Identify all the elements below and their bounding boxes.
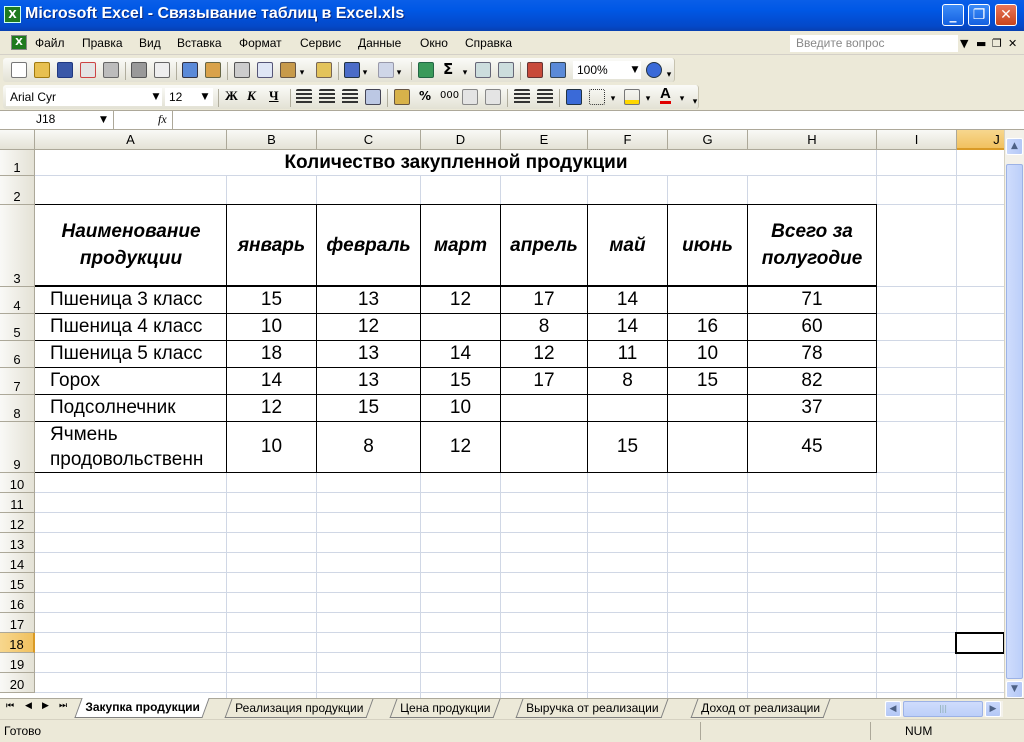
font-size-dropdown-icon[interactable]: ▼ <box>201 92 209 102</box>
name-box-dropdown-icon[interactable]: ▼ <box>100 115 107 125</box>
header-product[interactable]: Наименование продукции <box>61 221 201 269</box>
workbook-minimize-button[interactable]: ▬ <box>976 37 987 50</box>
menu-tools[interactable]: Сервис <box>300 36 342 50</box>
column-header-e[interactable]: E <box>501 130 588 150</box>
menu-insert[interactable]: Вставка <box>177 36 222 50</box>
print-icon[interactable] <box>131 62 147 78</box>
workbook-icon[interactable]: X <box>11 35 27 50</box>
column-header-j[interactable]: J <box>957 130 1004 150</box>
num-lock-indicator: NUM <box>905 724 933 738</box>
undo-icon[interactable] <box>344 62 360 78</box>
row-header[interactable]: 13 <box>0 533 35 553</box>
month-value-cell[interactable] <box>501 422 587 472</box>
active-cell-j18[interactable] <box>955 632 1004 654</box>
column-header-b[interactable]: B <box>227 130 317 150</box>
column-header-i[interactable]: I <box>877 130 957 150</box>
zoom-dropdown-icon[interactable]: ▼ <box>631 65 639 75</box>
sheet-tab-dokhod[interactable]: Доход от реализации <box>691 699 831 718</box>
month-value-cell[interactable]: 13 <box>357 343 380 364</box>
row-header[interactable]: 19 <box>0 653 35 673</box>
align-center-icon[interactable] <box>319 89 335 105</box>
header-may[interactable]: май <box>609 234 646 256</box>
paste-dropdown-icon[interactable]: ▾ <box>299 68 305 78</box>
row-header[interactable]: 4 <box>0 287 35 314</box>
autosum-dropdown-icon[interactable]: ▾ <box>462 68 468 78</box>
title-bar <box>0 0 1024 31</box>
scroll-up-button[interactable]: ▲ <box>1006 138 1023 155</box>
sheet-tab-vyruchka[interactable]: Выручка от реализации <box>516 699 669 718</box>
month-value-cell[interactable]: 14 <box>260 370 283 391</box>
bold-button[interactable]: Ж <box>225 88 238 103</box>
month-value-cell[interactable]: 10 <box>449 397 472 418</box>
row-header[interactable]: 11 <box>0 493 35 513</box>
worksheet-grid[interactable] <box>0 130 1004 698</box>
row-header[interactable]: 20 <box>0 673 35 693</box>
menu-edit[interactable]: Правка <box>82 36 123 50</box>
month-value-cell[interactable] <box>421 314 500 340</box>
month-value-cell[interactable]: 12 <box>357 316 380 337</box>
month-value-cell[interactable]: 10 <box>260 436 283 457</box>
total-cell[interactable]: 71 <box>801 289 823 310</box>
month-value-cell[interactable] <box>501 395 587 421</box>
header-march[interactable]: март <box>433 234 488 256</box>
redo-dropdown-icon[interactable]: ▾ <box>396 68 402 78</box>
last-sheet-icon[interactable]: ⏭ <box>59 701 68 711</box>
month-value-cell[interactable]: 8 <box>538 316 550 337</box>
undo-dropdown-icon[interactable]: ▾ <box>362 68 368 78</box>
paste-icon[interactable] <box>280 62 296 78</box>
borders-dropdown-icon[interactable] <box>589 89 605 105</box>
font-color-dropdown-icon[interactable]: ▾ <box>679 94 685 104</box>
row-header[interactable]: 18 <box>0 633 35 653</box>
header-january[interactable]: январь <box>237 234 306 256</box>
menu-file[interactable]: Файл <box>35 36 65 50</box>
row-header[interactable]: 17 <box>0 613 35 633</box>
column-header-c[interactable]: C <box>317 130 421 150</box>
month-value-cell[interactable] <box>668 395 747 421</box>
next-sheet-icon[interactable]: ▶ <box>42 701 49 711</box>
standard-toolbar-strip <box>3 58 675 82</box>
sort-descending-icon[interactable] <box>498 62 514 78</box>
merge-center-icon[interactable] <box>365 89 381 105</box>
drawing-icon[interactable] <box>550 62 566 78</box>
horizontal-scroll-thumb[interactable]: ||| <box>903 701 983 717</box>
sheet-tabs-bar <box>0 698 1024 718</box>
row-header[interactable]: 15 <box>0 573 35 593</box>
month-value-cell[interactable]: 14 <box>616 316 639 337</box>
menu-data[interactable]: Данные <box>358 36 402 50</box>
column-header-f[interactable]: F <box>588 130 668 150</box>
product-name-cell[interactable]: Пшеница 4 класс <box>50 316 203 337</box>
ask-dropdown-icon[interactable]: ▼ <box>960 37 969 50</box>
save-icon[interactable] <box>57 62 73 78</box>
scroll-left-button[interactable]: ◀ <box>885 701 901 717</box>
status-panel <box>870 722 871 740</box>
decrease-decimal-icon[interactable] <box>485 89 501 105</box>
product-name-cell[interactable]: Горох <box>50 370 101 391</box>
minimize-button[interactable]: _ <box>942 4 964 26</box>
close-button[interactable]: ✕ <box>995 4 1017 26</box>
column-headers <box>0 130 1004 150</box>
row-header[interactable]: 3 <box>0 205 35 287</box>
row-header[interactable]: 10 <box>0 473 35 493</box>
month-value-cell[interactable]: 10 <box>696 343 719 364</box>
header-june[interactable]: июнь <box>682 234 733 256</box>
month-value-cell[interactable]: 12 <box>260 397 283 418</box>
font-size-box[interactable]: 12 <box>165 88 213 106</box>
zoom-box[interactable]: 100% <box>573 61 641 79</box>
prev-sheet-icon[interactable]: ◀ <box>25 701 32 711</box>
row-header[interactable]: 7 <box>0 368 35 395</box>
sheet-tab-zakupka[interactable]: Закупка продукции <box>74 698 210 718</box>
month-value-cell[interactable]: 17 <box>533 289 555 310</box>
month-value-cell[interactable]: 11 <box>617 343 638 364</box>
total-cell[interactable]: 45 <box>801 436 823 457</box>
borders-arrow-icon[interactable]: ▾ <box>610 94 616 104</box>
percent-button[interactable]: % <box>419 89 432 103</box>
name-box[interactable]: J18 <box>0 111 114 129</box>
header-february[interactable]: февраль <box>326 234 411 256</box>
fill-color-icon[interactable] <box>624 89 640 105</box>
underline-button[interactable]: Ч <box>269 88 279 103</box>
month-value-cell[interactable]: 12 <box>449 436 472 457</box>
month-value-cell[interactable]: 8 <box>622 370 633 391</box>
product-name-cell[interactable]: Пшеница 3 класс <box>50 289 203 310</box>
product-name-cell[interactable]: Ячмень продовольственн <box>50 424 204 470</box>
first-sheet-icon[interactable]: ⏮ <box>6 701 15 711</box>
ask-question-input[interactable]: Введите вопрос <box>790 35 958 52</box>
italic-button[interactable]: К <box>247 88 256 103</box>
permission-icon[interactable] <box>80 62 96 78</box>
align-left-icon[interactable] <box>296 89 312 105</box>
product-name-cell[interactable]: Подсолнечник <box>50 397 176 418</box>
spelling-icon[interactable] <box>182 62 198 78</box>
month-value-cell[interactable] <box>588 395 667 421</box>
status-panel <box>700 722 701 740</box>
font-name-dropdown-icon[interactable]: ▼ <box>152 92 160 102</box>
formatting-toolbar-strip <box>3 85 699 109</box>
chart-wizard-icon[interactable] <box>527 62 543 78</box>
email-icon[interactable] <box>103 62 119 78</box>
month-value-cell[interactable] <box>668 422 747 472</box>
month-value-cell[interactable]: 18 <box>260 343 283 364</box>
thousands-button[interactable]: 000 <box>440 90 460 101</box>
month-value-cell[interactable]: 15 <box>696 370 719 391</box>
row-header[interactable]: 2 <box>0 176 35 205</box>
status-text: Готово <box>4 724 42 738</box>
month-value-cell[interactable]: 17 <box>533 370 555 391</box>
formatting-toolbar <box>0 84 1024 110</box>
toolbar-options-icon[interactable]: ▾ <box>666 70 672 80</box>
hyperlink-icon[interactable] <box>418 62 434 78</box>
column-header-d[interactable]: D <box>421 130 501 150</box>
row-header[interactable]: 5 <box>0 314 35 341</box>
borders-icon[interactable] <box>566 89 582 105</box>
align-right-icon[interactable] <box>342 89 358 105</box>
increase-decimal-icon[interactable] <box>462 89 478 105</box>
month-value-cell[interactable]: 16 <box>696 316 719 337</box>
month-value-cell[interactable] <box>668 287 747 313</box>
menu-bar <box>0 31 1024 55</box>
month-value-cell[interactable]: 12 <box>533 343 555 364</box>
workbook-restore-button[interactable]: ❐ <box>992 37 1002 50</box>
month-value-cell[interactable]: 14 <box>616 289 639 310</box>
month-value-cell[interactable]: 12 <box>449 289 472 310</box>
row-header[interactable]: 8 <box>0 395 35 422</box>
month-value-cell[interactable]: 10 <box>260 316 283 337</box>
total-cell[interactable]: 82 <box>801 370 823 391</box>
row-header[interactable]: 12 <box>0 513 35 533</box>
sheet-title[interactable]: Количество закупленной продукции <box>284 152 628 173</box>
row-header[interactable]: 14 <box>0 553 35 573</box>
total-cell[interactable]: 37 <box>801 397 823 418</box>
scroll-right-button[interactable]: ▶ <box>985 701 1001 717</box>
excel-app-icon[interactable]: X <box>4 6 21 23</box>
research-icon[interactable] <box>205 62 221 78</box>
window-title: Microsoft Excel - Связывание таблиц в Excel.xls <box>25 5 405 22</box>
font-color-icon[interactable]: A <box>660 85 671 102</box>
print-preview-icon[interactable] <box>154 62 170 78</box>
format-painter-icon[interactable] <box>316 62 332 78</box>
header-total[interactable]: Всего за полугодие <box>761 221 863 269</box>
column-header-h[interactable]: H <box>748 130 877 150</box>
formula-bar <box>0 110 1024 130</box>
formula-input[interactable] <box>176 111 1016 129</box>
maximize-button[interactable]: ❐ <box>968 4 990 26</box>
format-toolbar-options-icon[interactable]: ▾ <box>692 97 698 107</box>
row-header[interactable]: 1 <box>0 150 35 176</box>
month-value-cell[interactable]: 15 <box>616 436 639 457</box>
font-name-box[interactable]: Arial Cyr <box>6 88 162 106</box>
fill-color-dropdown-icon[interactable]: ▾ <box>645 94 651 104</box>
increase-indent-icon[interactable] <box>537 89 553 105</box>
header-april[interactable]: апрель <box>510 234 578 256</box>
select-all-button[interactable] <box>0 130 35 150</box>
total-cell[interactable]: 60 <box>801 316 823 337</box>
vertical-scroll-thumb[interactable] <box>1006 164 1023 679</box>
month-value-cell[interactable]: 15 <box>449 370 472 391</box>
autosum-icon[interactable]: Σ <box>443 60 454 78</box>
column-header-a[interactable]: A <box>35 130 227 150</box>
total-cell[interactable]: 78 <box>801 343 823 364</box>
status-bar <box>0 719 1024 742</box>
menu-window[interactable]: Окно <box>420 36 448 50</box>
row-header[interactable]: 9 <box>0 422 35 473</box>
new-icon[interactable] <box>11 62 27 78</box>
product-name-cell[interactable]: Пшеница 5 класс <box>50 343 203 364</box>
month-value-cell[interactable]: 14 <box>449 343 472 364</box>
workbook-close-button[interactable]: ✕ <box>1008 37 1018 50</box>
currency-icon[interactable] <box>394 89 410 105</box>
month-value-cell[interactable]: 15 <box>260 289 283 310</box>
column-header-g[interactable]: G <box>668 130 748 150</box>
copy-icon[interactable] <box>257 62 273 78</box>
row-header[interactable]: 6 <box>0 341 35 368</box>
insert-function-icon[interactable]: fx <box>158 112 167 126</box>
sort-ascending-icon[interactable] <box>475 62 491 78</box>
decrease-indent-icon[interactable] <box>514 89 530 105</box>
open-icon[interactable] <box>34 62 50 78</box>
month-value-cell[interactable]: 15 <box>357 397 380 418</box>
redo-icon[interactable] <box>378 62 394 78</box>
vertical-scrollbar[interactable] <box>1004 130 1024 698</box>
menu-format[interactable]: Формат <box>239 36 282 50</box>
standard-toolbar <box>0 56 1024 84</box>
month-value-cell[interactable]: 8 <box>363 436 374 457</box>
sheet-tab-realizatsiya[interactable]: Реализация продукции <box>225 699 374 718</box>
scroll-down-button[interactable]: ▼ <box>1006 681 1023 698</box>
cut-icon[interactable] <box>234 62 250 78</box>
menu-view[interactable]: Вид <box>139 36 161 50</box>
month-value-cell[interactable]: 13 <box>357 289 380 310</box>
row-header[interactable]: 16 <box>0 593 35 613</box>
menu-help[interactable]: Справка <box>465 36 513 50</box>
sheet-tab-tsena[interactable]: Цена продукции <box>390 699 501 718</box>
month-value-cell[interactable]: 13 <box>357 370 380 391</box>
horizontal-scrollbar[interactable] <box>885 701 1003 717</box>
help-icon[interactable] <box>646 62 662 78</box>
